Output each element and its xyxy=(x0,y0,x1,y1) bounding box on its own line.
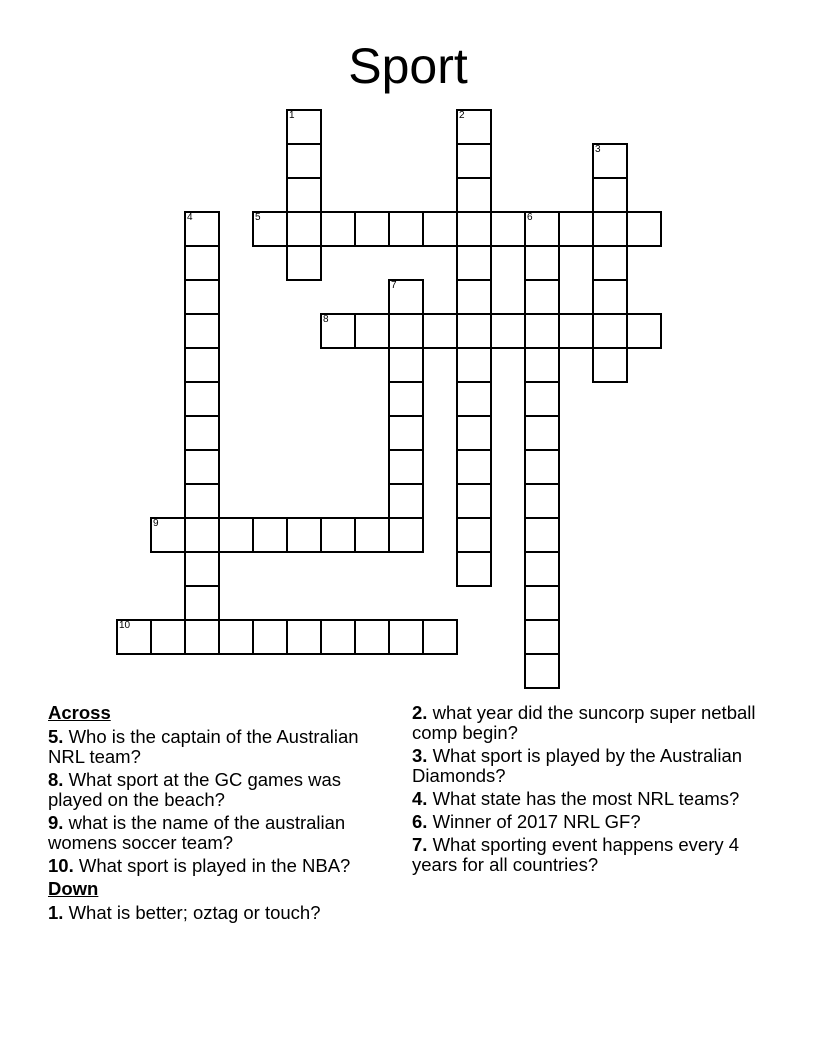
crossword-cell[interactable] xyxy=(185,314,219,348)
clue-across-10 xyxy=(48,856,393,876)
crossword-cell[interactable] xyxy=(389,382,423,416)
down-heading: Down xyxy=(48,878,99,899)
crossword-cell[interactable] xyxy=(457,552,491,586)
crossword-cell[interactable] xyxy=(389,314,423,348)
page-title: Sport xyxy=(348,38,468,94)
crossword-cell[interactable] xyxy=(287,110,321,144)
cell-number: 3 xyxy=(595,144,601,155)
crossword-cell[interactable] xyxy=(593,178,627,212)
crossword-cell[interactable] xyxy=(457,110,491,144)
crossword-cell[interactable] xyxy=(287,144,321,178)
crossword-cell[interactable] xyxy=(457,450,491,484)
crossword-cell[interactable] xyxy=(185,382,219,416)
clue-text: What sport is played in the NBA? xyxy=(73,855,351,876)
crossword-cell[interactable] xyxy=(389,280,423,314)
crossword-cell[interactable] xyxy=(559,314,593,348)
clue-number: 8. xyxy=(48,769,64,790)
clue-text: what year did the suncorp super netball comp begin? xyxy=(412,702,756,743)
crossword-cell[interactable] xyxy=(321,620,355,654)
crossword-cell[interactable] xyxy=(593,348,627,382)
crossword-cell[interactable] xyxy=(457,280,491,314)
crossword-cell[interactable] xyxy=(559,212,593,246)
crossword-cell[interactable] xyxy=(355,620,389,654)
crossword-cell[interactable] xyxy=(457,178,491,212)
crossword-cell[interactable] xyxy=(457,518,491,552)
crossword-cell[interactable] xyxy=(593,280,627,314)
crossword-cell[interactable] xyxy=(389,212,423,246)
crossword-cell[interactable] xyxy=(253,518,287,552)
cell-number: 1 xyxy=(289,110,295,121)
crossword-cell[interactable] xyxy=(321,212,355,246)
crossword-cell[interactable] xyxy=(525,586,559,620)
crossword-cell[interactable] xyxy=(355,314,389,348)
clue-number: 10. xyxy=(48,855,74,876)
crossword-cell[interactable] xyxy=(321,314,355,348)
crossword-cell[interactable] xyxy=(423,620,457,654)
cell-number: 8 xyxy=(323,314,329,325)
crossword-cell[interactable] xyxy=(525,246,559,280)
cell-number: 4 xyxy=(187,212,193,223)
cell-number: 10 xyxy=(119,620,131,631)
clue-down-4 xyxy=(412,789,762,809)
clues-left-column xyxy=(48,703,393,926)
cell-number: 6 xyxy=(527,212,533,223)
crossword-cell[interactable] xyxy=(389,484,423,518)
clue-text: Winner of 2017 NRL GF? xyxy=(427,811,641,832)
clue-text: What is better; oztag or touch? xyxy=(63,902,321,923)
crossword-cell[interactable] xyxy=(389,348,423,382)
crossword-cell[interactable] xyxy=(457,348,491,382)
clue-number: 9. xyxy=(48,812,64,833)
crossword-cell[interactable] xyxy=(151,620,185,654)
clue-number: 6. xyxy=(412,811,428,832)
crossword-cell[interactable] xyxy=(491,314,525,348)
crossword-cell[interactable] xyxy=(185,518,219,552)
crossword-cell[interactable] xyxy=(389,450,423,484)
clue-down-2 xyxy=(412,703,762,743)
clue-across-8 xyxy=(48,770,393,810)
clue-text: What sport is played by the Australian Diamonds? xyxy=(412,745,743,786)
cell-number: 9 xyxy=(153,518,159,529)
clue-down-3 xyxy=(412,746,762,786)
crossword-cell[interactable] xyxy=(627,314,661,348)
crossword-cell[interactable] xyxy=(423,314,457,348)
crossword-cell[interactable] xyxy=(593,314,627,348)
crossword-cell[interactable] xyxy=(355,212,389,246)
clue-text: Who is the captain of the Australian NRL team? xyxy=(48,726,359,767)
crossword-cell[interactable] xyxy=(525,450,559,484)
clue-number: 1. xyxy=(48,902,64,923)
crossword-cell[interactable] xyxy=(525,484,559,518)
crossword-cell[interactable] xyxy=(389,518,423,552)
crossword-cell[interactable] xyxy=(457,484,491,518)
crossword-cell[interactable] xyxy=(117,620,151,654)
crossword-cell[interactable] xyxy=(389,416,423,450)
clue-number: 4. xyxy=(412,788,428,809)
crossword-cell[interactable] xyxy=(525,212,559,246)
crossword-cell[interactable] xyxy=(355,518,389,552)
crossword-cell[interactable] xyxy=(525,314,559,348)
crossword-cell[interactable] xyxy=(525,348,559,382)
crossword-cell[interactable] xyxy=(287,518,321,552)
clues-right-column xyxy=(412,703,762,878)
crossword-cell[interactable] xyxy=(185,484,219,518)
crossword-cell[interactable] xyxy=(287,178,321,212)
crossword-cell[interactable] xyxy=(389,620,423,654)
crossword-cell[interactable] xyxy=(185,620,219,654)
crossword-cell[interactable] xyxy=(525,416,559,450)
clue-number: 2. xyxy=(412,702,428,723)
crossword-cell[interactable] xyxy=(457,212,491,246)
cell-number: 5 xyxy=(255,212,261,223)
crossword-cell[interactable] xyxy=(219,518,253,552)
crossword-cell[interactable] xyxy=(593,246,627,280)
cell-number: 2 xyxy=(459,110,465,121)
crossword-cell[interactable] xyxy=(627,212,661,246)
crossword-cell[interactable] xyxy=(457,314,491,348)
crossword-cell[interactable] xyxy=(185,450,219,484)
crossword-cell[interactable] xyxy=(457,144,491,178)
crossword-cell[interactable] xyxy=(525,280,559,314)
crossword-cell[interactable] xyxy=(253,212,287,246)
crossword-cell[interactable] xyxy=(525,654,559,688)
crossword-cell[interactable] xyxy=(185,212,219,246)
crossword-cell[interactable] xyxy=(287,620,321,654)
crossword-cell[interactable] xyxy=(457,416,491,450)
cell-number: 7 xyxy=(391,280,397,291)
crossword-cell[interactable] xyxy=(593,144,627,178)
clue-down-6 xyxy=(412,812,762,832)
crossword-cell[interactable] xyxy=(491,212,525,246)
clue-text: What state has the most NRL teams? xyxy=(427,788,740,809)
clue-across-5 xyxy=(48,727,393,767)
crossword-cell[interactable] xyxy=(185,586,219,620)
crossword-cell[interactable] xyxy=(457,382,491,416)
crossword-cell[interactable] xyxy=(525,620,559,654)
clue-number: 7. xyxy=(412,834,428,855)
crossword-cell[interactable] xyxy=(219,620,253,654)
clue-text: what is the name of the australian womens soccer team? xyxy=(48,812,346,853)
clue-down-7 xyxy=(412,835,762,875)
crossword-cell[interactable] xyxy=(321,518,355,552)
crossword-cell[interactable] xyxy=(525,518,559,552)
crossword-cell[interactable] xyxy=(423,212,457,246)
clue-text: What sport at the GC games was played on the beach? xyxy=(48,769,342,810)
crossword-cell[interactable] xyxy=(185,280,219,314)
crossword-cell[interactable] xyxy=(185,246,219,280)
across-heading: Across xyxy=(48,702,111,723)
clue-number: 5. xyxy=(48,726,64,747)
crossword-cell[interactable] xyxy=(185,348,219,382)
crossword-cell[interactable] xyxy=(185,416,219,450)
crossword-cell[interactable] xyxy=(287,246,321,280)
crossword-cell[interactable] xyxy=(151,518,185,552)
crossword-cell[interactable] xyxy=(457,246,491,280)
clue-number: 3. xyxy=(412,745,428,766)
crossword-cell[interactable] xyxy=(593,212,627,246)
clue-across-9 xyxy=(48,813,393,853)
clue-text: What sporting event happens every 4 years for all countries? xyxy=(412,834,740,875)
crossword-cell[interactable] xyxy=(525,552,559,586)
crossword-cell[interactable] xyxy=(185,552,219,586)
crossword-cell[interactable] xyxy=(525,382,559,416)
clue-down-1 xyxy=(48,903,393,923)
crossword-cell[interactable] xyxy=(253,620,287,654)
crossword-cell[interactable] xyxy=(287,212,321,246)
